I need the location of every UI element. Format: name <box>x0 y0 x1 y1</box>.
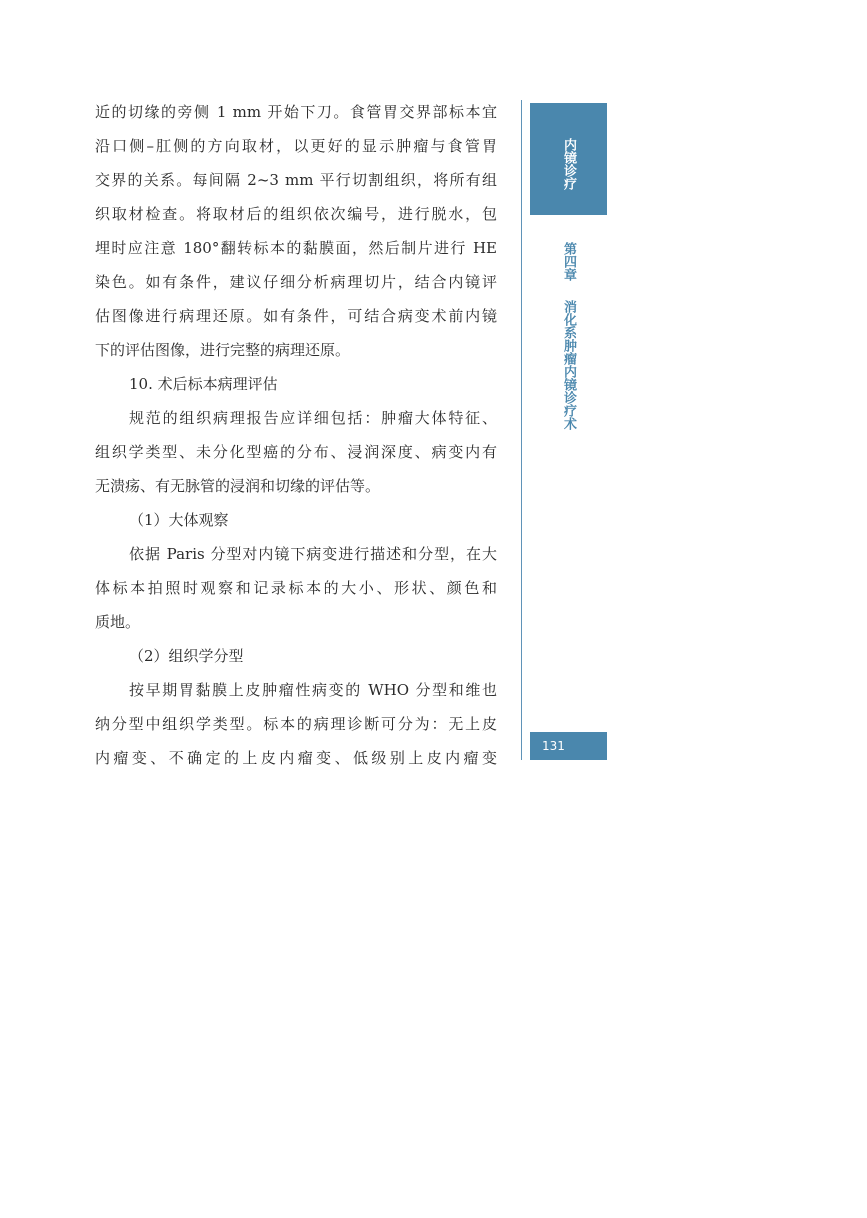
chapter-label <box>530 242 607 281</box>
section-tab <box>530 103 607 215</box>
body-line-10: 规范的组织病理报告应详细包括：肿瘤大体特征、 <box>129 409 497 427</box>
subheading-gross-observation: （1）大体观察 <box>129 511 229 529</box>
subheading-histological-type: （2）组织学分型 <box>129 647 244 665</box>
body-line-1: 近的切缘的旁侧 1 mm 开始下刀。食管胃交界部标本宜 <box>95 103 497 121</box>
page-number: 131 <box>542 739 565 753</box>
body-line-2: 沿口侧–肛侧的方向取材，以更好的显示肿瘤与食管胃 <box>95 137 497 155</box>
vertical-divider <box>521 100 522 760</box>
body-line-3: 交界的关系。每间隔 2~3 mm 平行切割组织，将所有组 <box>95 171 497 189</box>
body-line-20: 内瘤变、不确定的上皮内瘤变、低级别上皮内瘤变 <box>95 749 497 767</box>
body-line-7: 估图像进行病理还原。如有条件，可结合病变术前内镜 <box>95 307 497 325</box>
chapter-title: 消化系肿瘤内镜诊疗术 <box>561 300 576 430</box>
section-tab-label: 内镜诊疗 <box>561 138 576 190</box>
body-line-11: 组织学类型、未分化型癌的分布、浸润深度、病变内有 <box>95 443 497 461</box>
page-number-tab <box>530 732 607 760</box>
body-line-12: 无溃疡、有无脉管的浸润和切缘的评估等。 <box>95 477 381 495</box>
body-line-5: 埋时应注意 180°翻转标本的黏膜面，然后制片进行 HE <box>95 239 497 257</box>
body-line-19: 纳分型中组织学类型。标本的病理诊断可分为：无上皮 <box>95 715 497 733</box>
body-line-14: 依据 Paris 分型对内镜下病变进行描述和分型，在大 <box>129 545 497 563</box>
body-line-8: 下的评估图像，进行完整的病理还原。 <box>95 341 351 359</box>
chapter-number: 第四章 <box>561 242 576 281</box>
body-line-6: 染色。如有条件，建议仔细分析病理切片，结合内镜评 <box>95 273 497 291</box>
body-line-18: 按早期胃黏膜上皮肿瘤性病变的 WHO 分型和维也 <box>129 681 497 699</box>
body-line-16: 质地。 <box>95 613 141 631</box>
body-line-4: 织取材检查。将取材后的组织依次编号，进行脱水，包 <box>95 205 497 223</box>
chapter-title-wrap <box>530 300 607 430</box>
section-heading-10: 10. 术后标本病理评估 <box>129 375 278 393</box>
body-line-15: 体标本拍照时观察和记录标本的大小、形状、颜色和 <box>95 579 497 597</box>
